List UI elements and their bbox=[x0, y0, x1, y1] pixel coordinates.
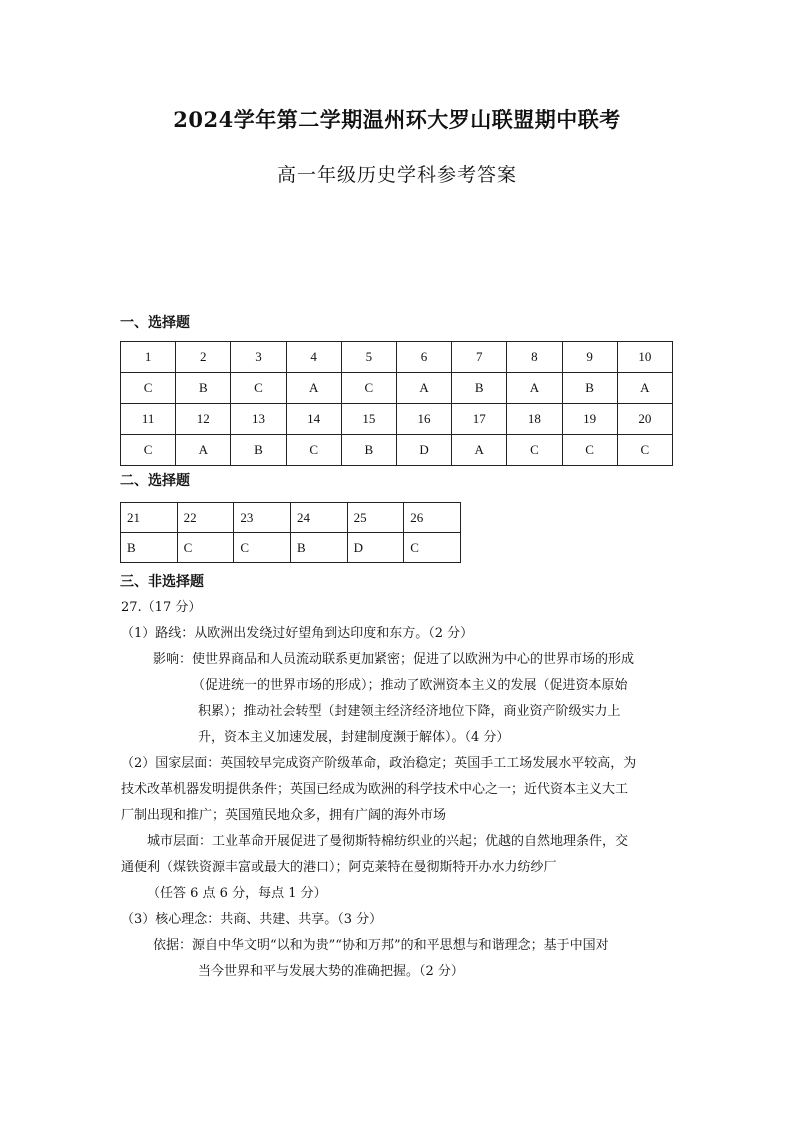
table-cell: B bbox=[176, 373, 231, 404]
table-row bbox=[121, 342, 673, 373]
answer-line: 升，资本主义加速发展，封建制度濒于解体）。（4 分） bbox=[198, 730, 510, 745]
table-cell: B bbox=[452, 373, 507, 404]
table-cell: B bbox=[290, 533, 347, 563]
table-cell: 21 bbox=[121, 503, 178, 533]
table-cell: 16 bbox=[396, 404, 451, 435]
table-cell: C bbox=[177, 533, 234, 563]
table-cell: 5 bbox=[341, 342, 396, 373]
answer-line: （促进统一的世界市场的形成）；推动了欧洲资本主义的发展（促进资本原始 bbox=[192, 678, 628, 693]
answer-line: （1）路线：从欧洲出发绕过好望角到达印度和东方。（2 分） bbox=[121, 626, 474, 641]
table-cell: A bbox=[507, 373, 562, 404]
answer-line: （3）核心理念：共商、共建、共享。（3 分） bbox=[121, 912, 383, 927]
table-cell: C bbox=[341, 373, 396, 404]
table-cell: 2 bbox=[176, 342, 231, 373]
table-cell: 7 bbox=[452, 342, 507, 373]
table-cell: 20 bbox=[617, 404, 672, 435]
table-row bbox=[121, 435, 673, 466]
table-cell: 14 bbox=[286, 404, 341, 435]
table-cell: 15 bbox=[341, 404, 396, 435]
answer-line: 当今世界和平与发展大势的准确把握。（2 分） bbox=[198, 964, 464, 979]
question-number: 27.（17 分） bbox=[121, 600, 202, 615]
table-cell: A bbox=[452, 435, 507, 466]
table-cell: 25 bbox=[347, 503, 404, 533]
answer-line: 积累）；推动社会转型（封建领主经济经济地位下降，商业资产阶级实力上 bbox=[198, 704, 621, 719]
answer-line: （2）国家层面：英国较早完成资产阶级革命，政治稳定；英国手工工场发展水平较高，为 bbox=[121, 756, 637, 771]
table-cell: D bbox=[396, 435, 451, 466]
table-row bbox=[121, 373, 673, 404]
answer-line: 影响：使世界商品和人员流动联系更加紧密；促进了以欧洲为中心的世界市场的形成 bbox=[153, 652, 635, 667]
table-cell: 26 bbox=[404, 503, 461, 533]
answer-table-1 bbox=[120, 341, 673, 466]
section-heading-non-choice: 三、非选择题 bbox=[120, 574, 204, 590]
table-row bbox=[121, 503, 461, 533]
table-cell: A bbox=[617, 373, 672, 404]
table-cell: 18 bbox=[507, 404, 562, 435]
document-title: 2024学年第二学期温州环大罗山联盟期中联考 bbox=[173, 107, 621, 132]
section-heading-choice-1: 一、选择题 bbox=[120, 315, 190, 331]
table-row bbox=[121, 404, 673, 435]
scoring-note: （任答 6 点 6 分，每点 1 分） bbox=[147, 886, 327, 901]
table-cell: 19 bbox=[562, 404, 617, 435]
table-cell: C bbox=[121, 373, 176, 404]
section-heading-choice-2: 二、选择题 bbox=[120, 473, 190, 489]
table-cell: C bbox=[507, 435, 562, 466]
table-cell: 11 bbox=[121, 404, 176, 435]
answer-table-2 bbox=[120, 502, 461, 563]
table-cell: C bbox=[617, 435, 672, 466]
table-cell: D bbox=[347, 533, 404, 563]
table-cell: B bbox=[341, 435, 396, 466]
table-cell: B bbox=[121, 533, 178, 563]
table-cell: 13 bbox=[231, 404, 286, 435]
table-row bbox=[121, 533, 461, 563]
table-cell: 24 bbox=[290, 503, 347, 533]
table-cell: A bbox=[396, 373, 451, 404]
table-cell: C bbox=[404, 533, 461, 563]
answer-line: 厂制出现和推广；英国殖民地众多，拥有广阔的海外市场 bbox=[121, 808, 447, 823]
answer-line: 依据：源自中华文明“以和为贵”“协和万邦”的和平思想与和谐理念；基于中国对 bbox=[153, 938, 609, 953]
table-cell: 9 bbox=[562, 342, 617, 373]
document-subtitle: 高一年级历史学科参考答案 bbox=[276, 164, 517, 186]
table-cell: 1 bbox=[121, 342, 176, 373]
answer-line: 技术改革机器发明提供条件；英国已经成为欧洲的科学技术中心之一；近代资本主义大工 bbox=[121, 782, 629, 797]
table-cell: 12 bbox=[176, 404, 231, 435]
table-cell: C bbox=[234, 533, 291, 563]
table-cell: C bbox=[286, 435, 341, 466]
table-cell: 22 bbox=[177, 503, 234, 533]
table-cell: 8 bbox=[507, 342, 562, 373]
table-cell: A bbox=[286, 373, 341, 404]
table-cell: 4 bbox=[286, 342, 341, 373]
table-cell: 23 bbox=[234, 503, 291, 533]
table-cell: 10 bbox=[617, 342, 672, 373]
table-cell: A bbox=[176, 435, 231, 466]
table-cell: C bbox=[121, 435, 176, 466]
table-cell: C bbox=[562, 435, 617, 466]
answer-line: 通便利（煤铁资源丰富或最大的港口）；阿克莱特在曼彻斯特开办水力纺纱厂 bbox=[121, 860, 557, 875]
answer-line: 城市层面：工业革命开展促进了曼彻斯特棉纺织业的兴起；优越的自然地理条件，交 bbox=[147, 834, 629, 849]
table-cell: B bbox=[231, 435, 286, 466]
table-cell: C bbox=[231, 373, 286, 404]
table-cell: 3 bbox=[231, 342, 286, 373]
table-cell: 6 bbox=[396, 342, 451, 373]
table-cell: B bbox=[562, 373, 617, 404]
table-cell: 17 bbox=[452, 404, 507, 435]
